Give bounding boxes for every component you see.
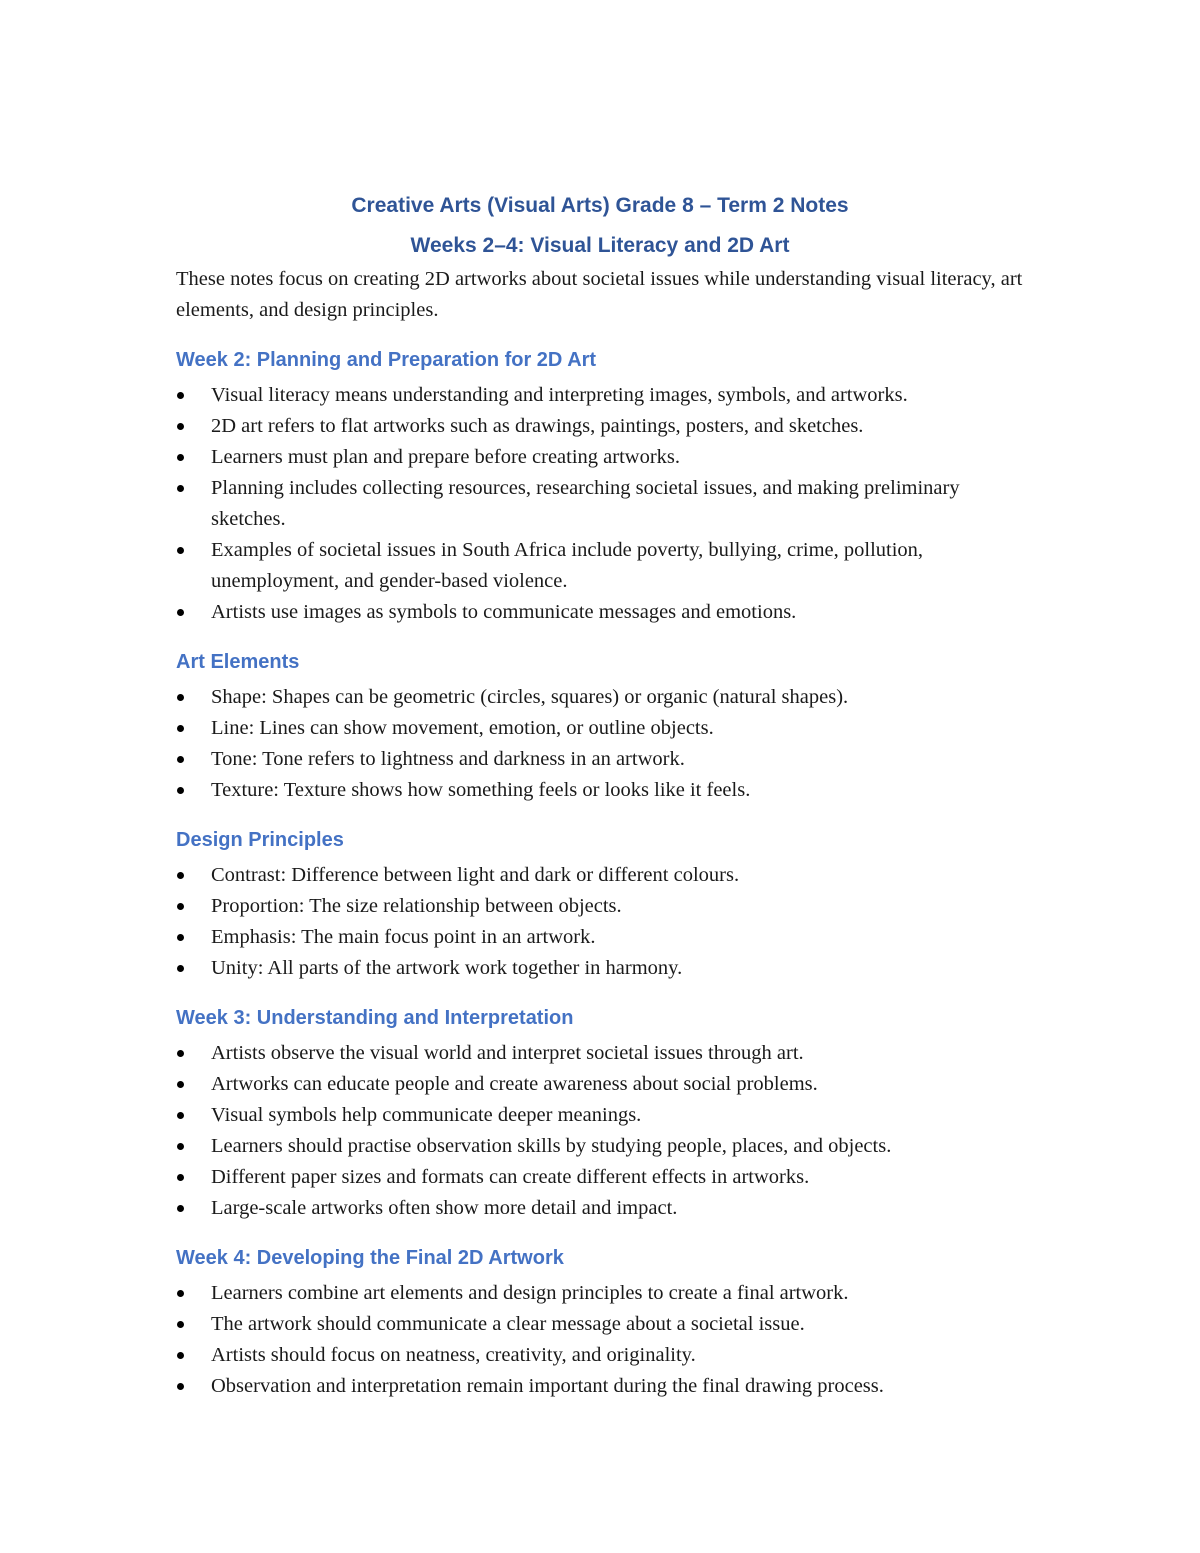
- list-item: [176, 473, 1026, 535]
- list-item: [176, 1340, 1026, 1371]
- document-title: Creative Arts (Visual Arts) Grade 8 – Term 2 Notes: [351, 194, 849, 217]
- bullet-icon: [177, 1383, 184, 1390]
- list-item-text: 2D art refers to flat artworks such as drawings, paintings, posters, and sketches.: [211, 415, 864, 437]
- list-item-text: Texture: Texture shows how something feels or looks like it feels.: [211, 779, 751, 801]
- list-item: [176, 411, 1026, 442]
- list-item: [176, 744, 1026, 775]
- list-item: [176, 1193, 1026, 1224]
- list-item: [176, 1371, 1026, 1402]
- bullet-icon: [177, 1205, 184, 1212]
- section-heading: Week 3: Understanding and Interpretation: [176, 1007, 574, 1029]
- list-item-text: Visual literacy means understanding and interpreting images, symbols, and artworks.: [211, 384, 908, 406]
- list-item-text: Different paper sizes and formats can create different effects in artworks.: [211, 1166, 810, 1188]
- list-item: [176, 1131, 1026, 1162]
- bullet-list: [176, 380, 1026, 628]
- list-item-text: Learners should practise observation skills by studying people, places, and objects.: [211, 1135, 892, 1157]
- bullet-icon: [177, 1290, 184, 1297]
- bullet-icon: [177, 725, 184, 732]
- list-item: [176, 380, 1026, 411]
- list-item-text: Observation and interpretation remain important during the final drawing process.: [211, 1375, 884, 1397]
- list-item: [176, 535, 1026, 597]
- section-heading: Art Elements: [176, 651, 300, 673]
- bullet-icon: [177, 787, 184, 794]
- list-item-text: Learners must plan and prepare before creating artworks.: [211, 446, 681, 468]
- bullet-icon: [177, 872, 184, 879]
- list-item-text: Emphasis: The main focus point in an artwork.: [211, 926, 596, 948]
- list-item: [176, 891, 1026, 922]
- list-item-text: Line: Lines can show movement, emotion, or outline objects.: [211, 717, 714, 739]
- bullet-icon: [177, 547, 184, 554]
- bullet-icon: [177, 694, 184, 701]
- list-item: [176, 1162, 1026, 1193]
- bullet-icon: [177, 1143, 184, 1150]
- list-item-text: Unity: All parts of the artwork work together in harmony.: [211, 957, 683, 979]
- bullet-icon: [177, 609, 184, 616]
- bullet-icon: [177, 454, 184, 461]
- bullet-list: [176, 1038, 1026, 1224]
- list-item-text: Examples of societal issues in South Africa include poverty, bullying, crime, pollution, unemployment, and gender-based violence.: [211, 539, 924, 592]
- list-item-text: Visual symbols help communicate deeper meanings.: [211, 1104, 642, 1126]
- list-item-text: The artwork should communicate a clear message about a societal issue.: [211, 1313, 805, 1335]
- list-item-text: Planning includes collecting resources, researching societal issues, and making preliminary sketches.: [211, 477, 960, 530]
- bullet-icon: [177, 965, 184, 972]
- list-item: [176, 953, 1026, 984]
- list-item-text: Artists observe the visual world and interpret societal issues through art.: [211, 1042, 804, 1064]
- list-item: [176, 1100, 1026, 1131]
- bullet-icon: [177, 485, 184, 492]
- bullet-list: [176, 1278, 1026, 1402]
- intro-paragraph: These notes focus on creating 2D artworks about societal issues while understanding visual literacy, art elements, and design principles.: [176, 268, 1023, 321]
- section-heading: Week 4: Developing the Final 2D Artwork: [176, 1247, 564, 1269]
- list-item: [176, 713, 1026, 744]
- sections-container: [176, 344, 1026, 1402]
- bullet-icon: [177, 1112, 184, 1119]
- bullet-list: [176, 682, 1026, 806]
- list-item: [176, 1278, 1026, 1309]
- bullet-icon: [177, 756, 184, 763]
- list-item: [176, 1309, 1026, 1340]
- list-item-text: Shape: Shapes can be geometric (circles, squares) or organic (natural shapes).: [211, 686, 849, 708]
- bullet-icon: [177, 934, 184, 941]
- list-item: [176, 860, 1026, 891]
- bullet-icon: [177, 423, 184, 430]
- list-item: [176, 1069, 1026, 1100]
- bullet-list: [176, 860, 1026, 984]
- bullet-icon: [177, 1081, 184, 1088]
- document-page: [176, 186, 1026, 1402]
- list-item-text: Learners combine art elements and design principles to create a final artwork.: [211, 1282, 849, 1304]
- section-heading: Design Principles: [176, 829, 344, 851]
- list-item: [176, 442, 1026, 473]
- bullet-icon: [177, 1321, 184, 1328]
- bullet-icon: [177, 392, 184, 399]
- document-subtitle: Weeks 2–4: Visual Literacy and 2D Art: [410, 234, 790, 257]
- list-item-text: Proportion: The size relationship between objects.: [211, 895, 622, 917]
- list-item-text: Contrast: Difference between light and dark or different colours.: [211, 864, 740, 886]
- bullet-icon: [177, 903, 184, 910]
- list-item-text: Tone: Tone refers to lightness and darkness in an artwork.: [211, 748, 685, 770]
- list-item: [176, 1038, 1026, 1069]
- list-item-text: Artists should focus on neatness, creativity, and originality.: [211, 1344, 696, 1366]
- bullet-icon: [177, 1174, 184, 1181]
- list-item-text: Artists use images as symbols to communicate messages and emotions.: [211, 601, 797, 623]
- list-item-text: Artworks can educate people and create awareness about social problems.: [211, 1073, 818, 1095]
- list-item: [176, 775, 1026, 806]
- list-item: [176, 922, 1026, 953]
- list-item-text: Large-scale artworks often show more detail and impact.: [211, 1197, 678, 1219]
- section-heading: Week 2: Planning and Preparation for 2D Art: [176, 349, 597, 371]
- list-item: [176, 597, 1026, 628]
- bullet-icon: [177, 1352, 184, 1359]
- list-item: [176, 682, 1026, 713]
- bullet-icon: [177, 1050, 184, 1057]
